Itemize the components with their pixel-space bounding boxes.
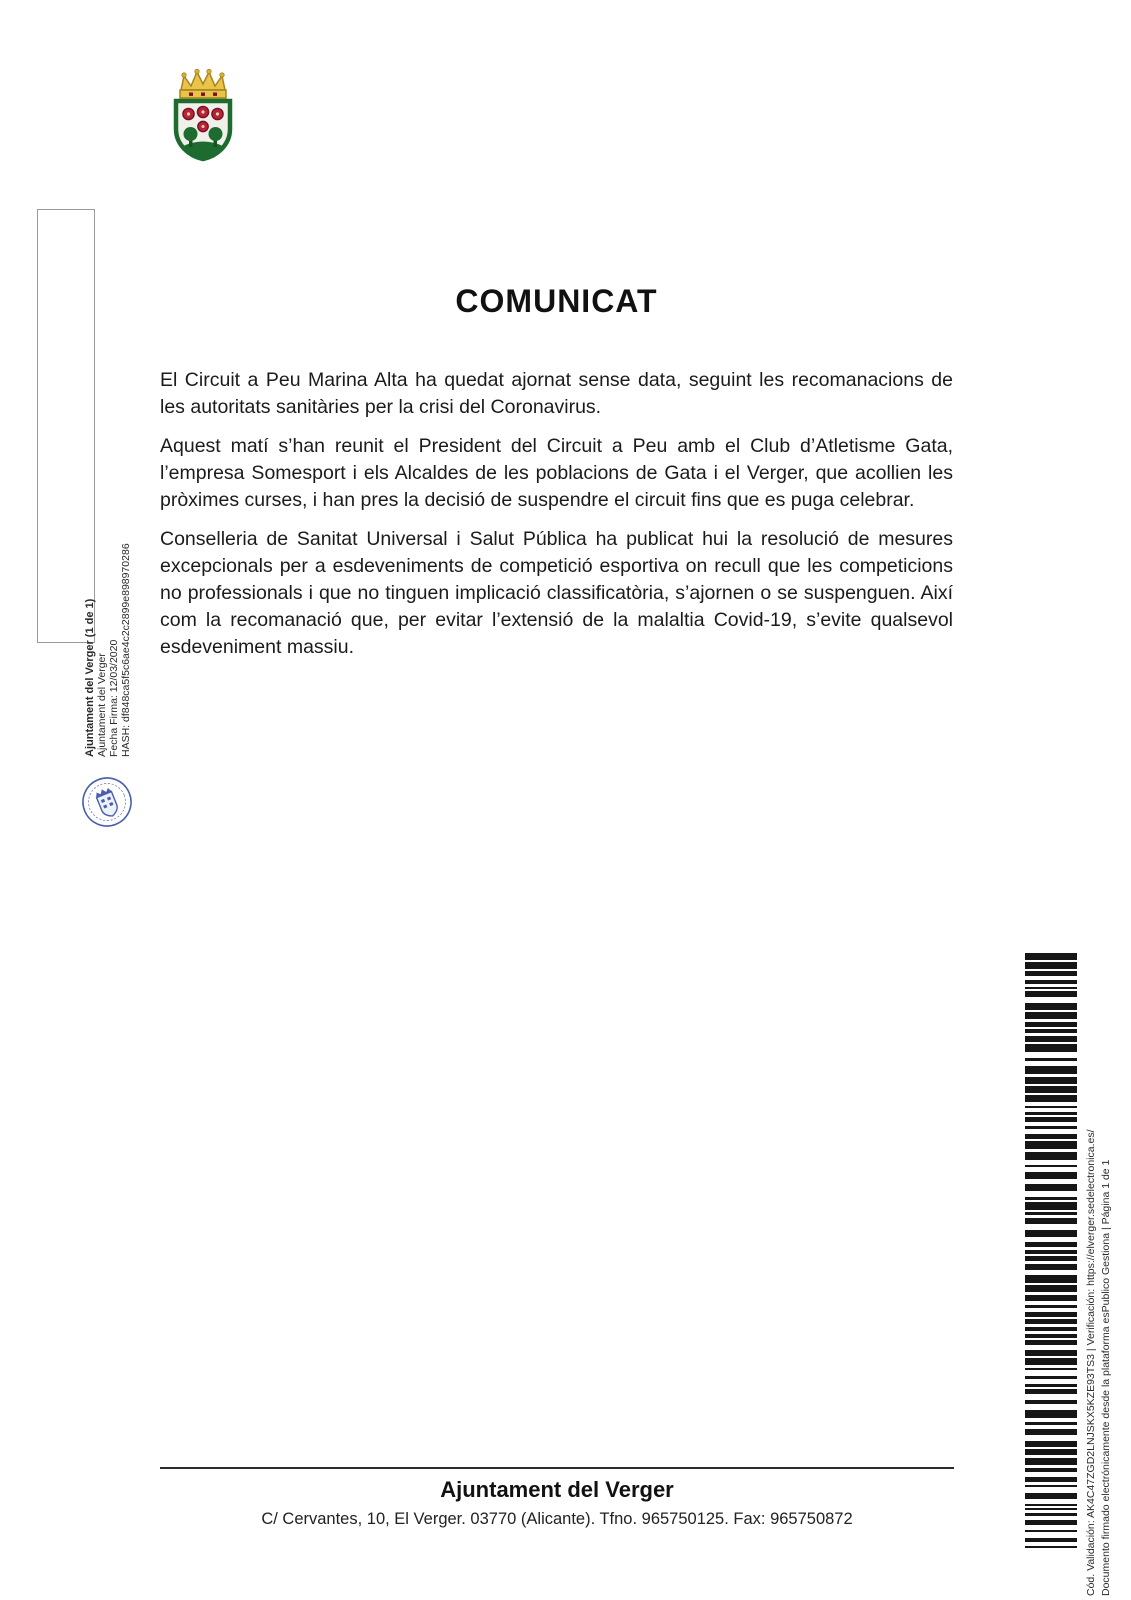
paragraph-2: Aquest matí s’han reunit el President del Circuit a Peu amb el Club d’Atletisme Gata, l’empresa Somesport i els Alcaldes de les poblacions de Gata i el Verger, que acollien les pròximes curses, i han pres la decisió de suspendre el circuit fins que es puga celebrar. bbox=[160, 435, 953, 511]
crown-icon bbox=[180, 69, 226, 98]
document-body bbox=[160, 367, 953, 673]
signature-org-line: Ajuntament del Verger (1 de 1) bbox=[84, 598, 96, 757]
verification-sidebar-text bbox=[1084, 1026, 1117, 1596]
coat-of-arms-el-verger bbox=[167, 68, 239, 163]
signature-date-line: Fecha Firma: 12/03/2020 bbox=[108, 639, 120, 757]
shield-icon bbox=[176, 101, 230, 159]
stamp-shield-icon bbox=[95, 787, 120, 819]
paragraph-1: El Circuit a Peu Marina Alta ha quedat ajornat sense data, seguint les recomanacions de les autoritats sanitàries per la crisi del Coronavirus. bbox=[160, 369, 953, 418]
footer-divider bbox=[160, 1467, 954, 1469]
signature-signer-line: Ajuntament del Verger bbox=[96, 653, 108, 757]
official-stamp-icon bbox=[80, 766, 134, 832]
signature-sidebar-text bbox=[84, 445, 132, 757]
footer-address: C/ Cervantes, 10, El Verger. 03770 (Alicante). Tfno. 965750125. Fax: 965750872 bbox=[261, 1510, 853, 1528]
document-title: COMUNICAT bbox=[455, 283, 658, 319]
signature-sidebar-box bbox=[37, 209, 132, 757]
barcode bbox=[1025, 953, 1077, 1548]
verification-validation-line: Cód. Validación: AK4C47ZGD2LNJSKX5KZE93TS3 | Verificación: https://elverger.sedelectronica.es/ bbox=[1085, 1129, 1097, 1596]
footer-organization: Ajuntament del Verger bbox=[440, 1477, 674, 1502]
verification-platform-line: Documento firmado electrónicamente desde la plataforma esPublico Gestiona | Página 1 de 1 bbox=[1100, 1159, 1112, 1596]
paragraph-3: Conselleria de Sanitat Universal i Salut Pública ha publicat hui la resolució de mesures excepcionals per a esdeveniments de competició esportiva on recull que les competicions no professionals i que no tinguen implicació classificatòria, s’ajornen o se suspenguen. Així com la recomanació que, per evitar l’extensió de la malaltia Covid-19, s’evite qualsevol esdeveniment massiu. bbox=[160, 528, 953, 658]
signature-hash-line: HASH: df848ca5f5c6ae4c2c2899e898970286 bbox=[120, 543, 132, 757]
